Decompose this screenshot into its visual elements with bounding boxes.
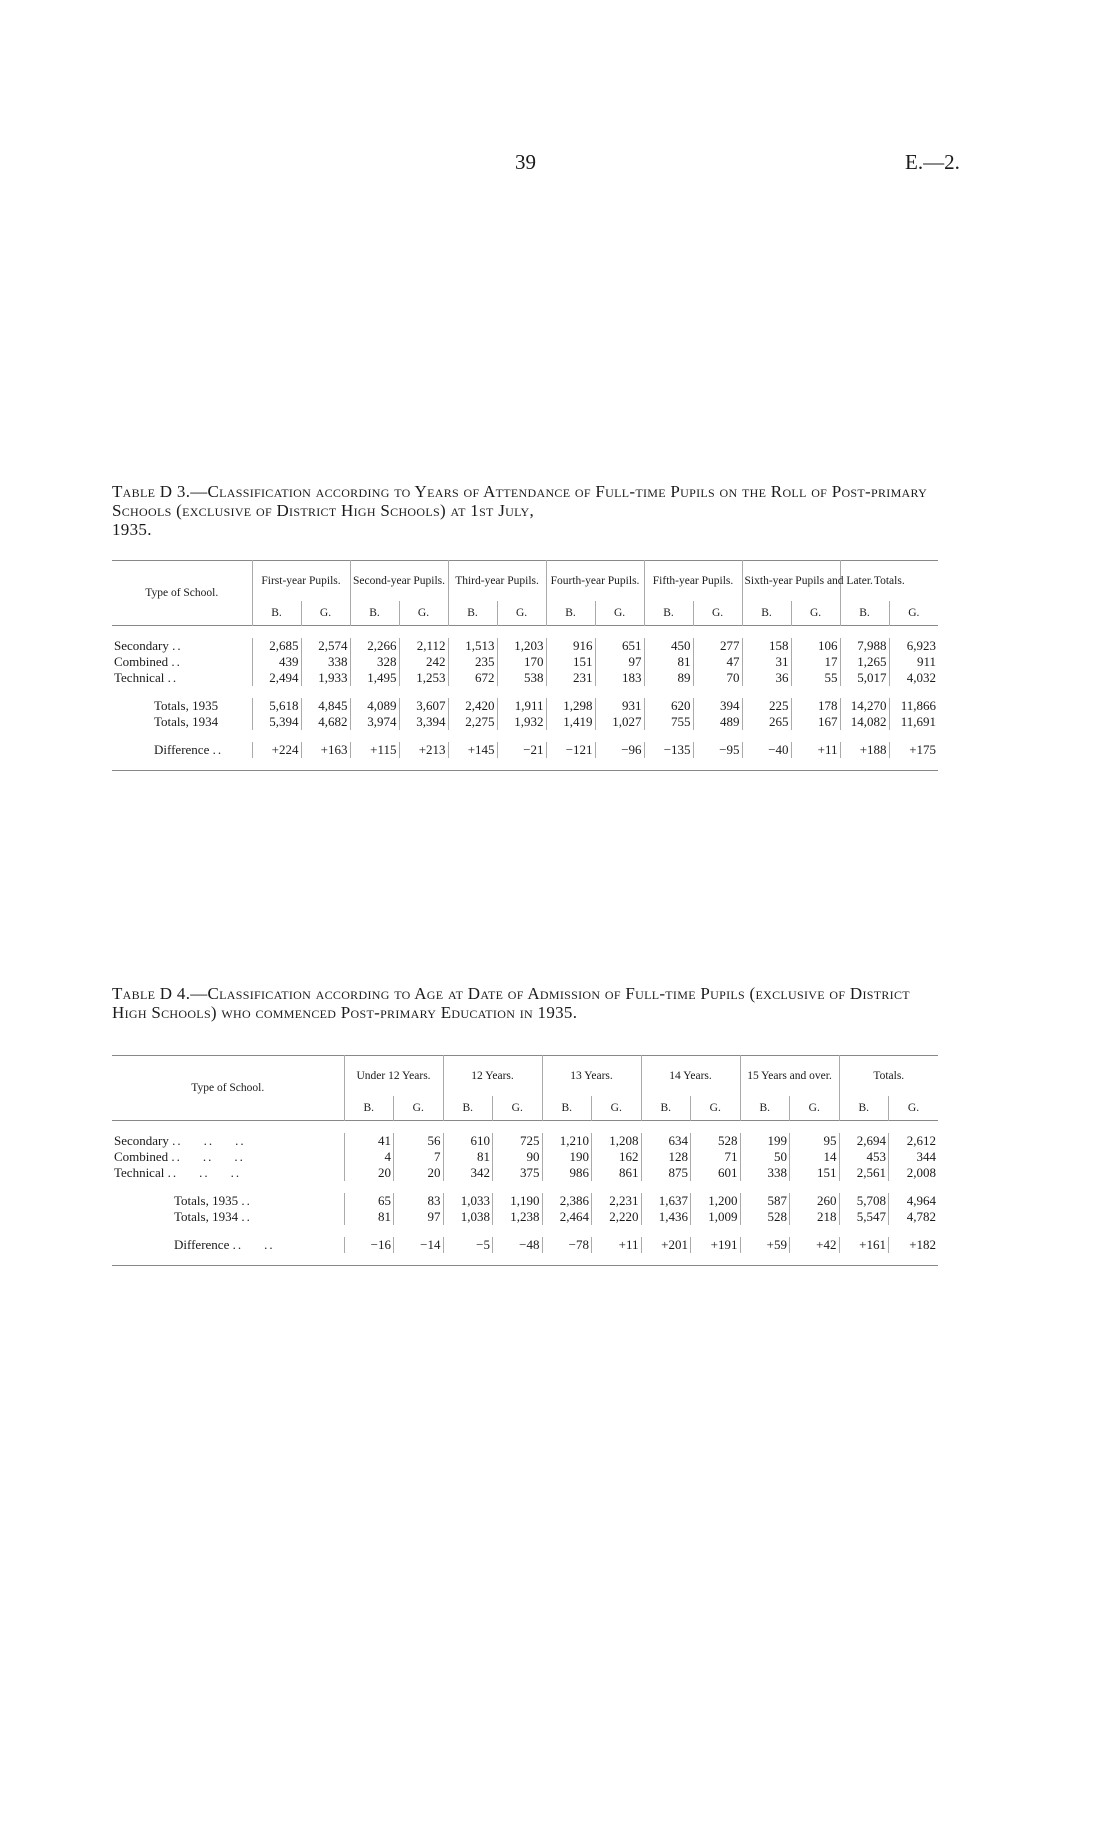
table3-row-name: Technical bbox=[114, 670, 165, 685]
table3-cell: 97 bbox=[595, 654, 644, 670]
table4-cell: +182 bbox=[889, 1237, 939, 1253]
table3-row bbox=[112, 698, 938, 714]
table4-type-header: Type of School. bbox=[191, 1082, 265, 1094]
table3-row-label bbox=[112, 742, 252, 758]
table4-cell: 81 bbox=[344, 1209, 394, 1225]
table4-cell: −78 bbox=[542, 1237, 592, 1253]
table3-cell: 1,298 bbox=[546, 698, 595, 714]
table4-cell: 2,561 bbox=[839, 1165, 889, 1181]
table4-cell: 162 bbox=[592, 1149, 642, 1165]
table3-row-name: Totals, 1935 bbox=[154, 698, 219, 713]
table3-group-header: Fourth-year Pupils. bbox=[546, 561, 644, 602]
table3-group-header: Totals. bbox=[840, 561, 938, 602]
table4-cell: 601 bbox=[691, 1165, 741, 1181]
table3-row bbox=[112, 742, 938, 758]
table4 bbox=[112, 1055, 938, 1266]
table3-row-dots: .. bbox=[171, 654, 182, 669]
table4-cell: 190 bbox=[542, 1149, 592, 1165]
table4-group-header: 14 Years. bbox=[641, 1056, 740, 1097]
table3-row-dots: .. bbox=[167, 670, 179, 685]
table4-cell: +161 bbox=[839, 1237, 889, 1253]
table3-cell: 3,394 bbox=[399, 714, 448, 730]
table3-cell: 1,495 bbox=[350, 670, 399, 686]
table3-group-header: Third-year Pupils. bbox=[448, 561, 546, 602]
table4-cell: +59 bbox=[740, 1237, 790, 1253]
table3-cell: 1,253 bbox=[399, 670, 448, 686]
table4-row-name: Difference bbox=[174, 1237, 230, 1252]
table4-cell: 218 bbox=[790, 1209, 840, 1225]
table4-group-header: 12 Years. bbox=[443, 1056, 542, 1097]
table3-cell: 36 bbox=[742, 670, 791, 686]
table3-cell: 3,607 bbox=[399, 698, 448, 714]
table3-cell: 170 bbox=[497, 654, 546, 670]
table4-cell: 861 bbox=[592, 1165, 642, 1181]
table3-b-header: B. bbox=[742, 601, 791, 626]
table3-row-dots: .. bbox=[212, 742, 224, 757]
table3-type-header: Type of School. bbox=[145, 587, 219, 599]
table4-group-header: Totals. bbox=[839, 1056, 938, 1097]
table3-cell: 2,685 bbox=[252, 638, 301, 654]
table3-row-label bbox=[112, 670, 252, 686]
table3-cell: +11 bbox=[791, 742, 840, 758]
table4-cell: 41 bbox=[344, 1133, 394, 1149]
table4-cell: 875 bbox=[641, 1165, 691, 1181]
table4-row-dots: .. .. .. bbox=[172, 1133, 246, 1148]
table4-cell: 128 bbox=[641, 1149, 691, 1165]
table3-cell: 2,420 bbox=[448, 698, 497, 714]
table3-cell: 14,082 bbox=[840, 714, 889, 730]
table4-cell: 1,436 bbox=[641, 1209, 691, 1225]
table4-cell: 90 bbox=[493, 1149, 543, 1165]
table4-cell: −5 bbox=[443, 1237, 493, 1253]
table4-cell: 14 bbox=[790, 1149, 840, 1165]
table4-cell: 1,238 bbox=[493, 1209, 543, 1225]
table4-cell: 1,210 bbox=[542, 1133, 592, 1149]
table4-cell: 725 bbox=[493, 1133, 543, 1149]
table3-group-header: Second-year Pupils. bbox=[350, 561, 448, 602]
table4-row-label bbox=[112, 1237, 344, 1253]
table3-cell: 1,513 bbox=[448, 638, 497, 654]
table3-cell: +213 bbox=[399, 742, 448, 758]
table4-caption bbox=[112, 984, 938, 1022]
table4-caption-main: Table D 4.—Classification according to Age at Date of Admission of Full-time Pupils (exclusive of District High Schools) who commenced Post-primary Education in 1935. bbox=[112, 984, 910, 1022]
table4-b-header: B. bbox=[344, 1096, 394, 1121]
table3-cell: 6,923 bbox=[889, 638, 938, 654]
table4-row-label bbox=[112, 1209, 344, 1225]
table3-cell: 672 bbox=[448, 670, 497, 686]
table4-cell: 1,208 bbox=[592, 1133, 642, 1149]
table4-row bbox=[112, 1133, 938, 1149]
table3-b-header: B. bbox=[840, 601, 889, 626]
table3-cell: −40 bbox=[742, 742, 791, 758]
table3-row bbox=[112, 714, 938, 730]
table3-row-dots: .. bbox=[172, 638, 183, 653]
table4-row-name: Technical bbox=[114, 1165, 165, 1180]
table3-cell: 1,911 bbox=[497, 698, 546, 714]
table3-row-name: Combined bbox=[114, 654, 169, 669]
table4-cell: 2,220 bbox=[592, 1209, 642, 1225]
table3-cell: 167 bbox=[791, 714, 840, 730]
table3-caption bbox=[112, 482, 938, 539]
table3-cell: −135 bbox=[644, 742, 693, 758]
table3 bbox=[112, 560, 938, 771]
table3-g-header: G. bbox=[301, 601, 350, 626]
table3-cell: +115 bbox=[350, 742, 399, 758]
table3-cell: 11,866 bbox=[889, 698, 938, 714]
table3-cell: 931 bbox=[595, 698, 644, 714]
table4-row-dots: .. .. bbox=[232, 1237, 275, 1252]
table4-cell: 7 bbox=[394, 1149, 444, 1165]
table4-cell: 338 bbox=[740, 1165, 790, 1181]
table3-cell: 916 bbox=[546, 638, 595, 654]
table4-cell: 342 bbox=[443, 1165, 493, 1181]
table3-cell: 1,027 bbox=[595, 714, 644, 730]
table3-cell: 538 bbox=[497, 670, 546, 686]
table4-cell: 986 bbox=[542, 1165, 592, 1181]
table4-cell: 56 bbox=[394, 1133, 444, 1149]
table4-group-header: 13 Years. bbox=[542, 1056, 641, 1097]
table3-cell: +175 bbox=[889, 742, 938, 758]
table3-cell: 183 bbox=[595, 670, 644, 686]
table3-row-label bbox=[112, 714, 252, 730]
table4-cell: 1,200 bbox=[691, 1193, 741, 1209]
table4-cell: +191 bbox=[691, 1237, 741, 1253]
table4-row bbox=[112, 1165, 938, 1181]
table4-cell: 2,386 bbox=[542, 1193, 592, 1209]
table3-b-header: B. bbox=[448, 601, 497, 626]
table3-cell: 158 bbox=[742, 638, 791, 654]
table3-cell: 1,932 bbox=[497, 714, 546, 730]
table4-g-header: G. bbox=[592, 1096, 642, 1121]
table3-cell: 31 bbox=[742, 654, 791, 670]
table4-cell: 97 bbox=[394, 1209, 444, 1225]
table3-row-name: Difference bbox=[154, 742, 210, 757]
table4-b-header: B. bbox=[443, 1096, 493, 1121]
table3-row bbox=[112, 654, 938, 670]
table3-cell: 439 bbox=[252, 654, 301, 670]
table4-row-name: Totals, 1934 bbox=[174, 1209, 239, 1224]
table4-cell: 151 bbox=[790, 1165, 840, 1181]
table3-cell: 55 bbox=[791, 670, 840, 686]
table4-cell: 260 bbox=[790, 1193, 840, 1209]
table4-cell: 2,464 bbox=[542, 1209, 592, 1225]
table4-b-header: B. bbox=[839, 1096, 889, 1121]
table3-row-label bbox=[112, 638, 252, 654]
table4-row-dots: .. .. .. bbox=[167, 1165, 242, 1180]
table3-cell: 11,691 bbox=[889, 714, 938, 730]
table3-cell: 277 bbox=[693, 638, 742, 654]
table4-cell: 65 bbox=[344, 1193, 394, 1209]
table3-row-label bbox=[112, 654, 252, 670]
table3-cell: +188 bbox=[840, 742, 889, 758]
page-number: 39 bbox=[515, 150, 536, 174]
table4-row-label bbox=[112, 1193, 344, 1209]
table4-cell: 2,231 bbox=[592, 1193, 642, 1209]
table3-b-header: B. bbox=[644, 601, 693, 626]
table4-row-dots: .. bbox=[241, 1209, 252, 1224]
table3-cell: 1,419 bbox=[546, 714, 595, 730]
table3-cell: −121 bbox=[546, 742, 595, 758]
table3-cell: 651 bbox=[595, 638, 644, 654]
page-code: E.—2. bbox=[905, 150, 960, 174]
table3-cell: 17 bbox=[791, 654, 840, 670]
table4-cell: 453 bbox=[839, 1149, 889, 1165]
table3-row bbox=[112, 638, 938, 654]
table3-cell: 70 bbox=[693, 670, 742, 686]
table3-cell: 394 bbox=[693, 698, 742, 714]
table3-group-header: Sixth-year Pupils and Later. bbox=[742, 561, 840, 602]
table3-cell: 450 bbox=[644, 638, 693, 654]
table3-b-header: B. bbox=[350, 601, 399, 626]
table4-cell: 2,612 bbox=[889, 1133, 939, 1149]
table4-group-header: Under 12 Years. bbox=[344, 1056, 443, 1097]
table4-cell: 5,547 bbox=[839, 1209, 889, 1225]
table4-cell: 1,033 bbox=[443, 1193, 493, 1209]
table3-row-label bbox=[112, 698, 252, 714]
table3-row-name: Totals, 1934 bbox=[154, 714, 219, 729]
table4-cell: 610 bbox=[443, 1133, 493, 1149]
table4-cell: 5,708 bbox=[839, 1193, 889, 1209]
table3-cell: 5,394 bbox=[252, 714, 301, 730]
table4-row bbox=[112, 1209, 938, 1225]
table3-cell: 2,275 bbox=[448, 714, 497, 730]
table4-cell: 71 bbox=[691, 1149, 741, 1165]
table3-cell: 89 bbox=[644, 670, 693, 686]
table3-cell: 755 bbox=[644, 714, 693, 730]
table3-cell: 4,089 bbox=[350, 698, 399, 714]
table4-row bbox=[112, 1193, 938, 1209]
table4-cell: +201 bbox=[641, 1237, 691, 1253]
table3-cell: −21 bbox=[497, 742, 546, 758]
table4-cell: 2,694 bbox=[839, 1133, 889, 1149]
table3-cell: 328 bbox=[350, 654, 399, 670]
table3-caption-year: 1935. bbox=[112, 520, 152, 539]
table3-cell: 235 bbox=[448, 654, 497, 670]
table4-g-header: G. bbox=[790, 1096, 840, 1121]
table3-g-header: G. bbox=[791, 601, 840, 626]
table3-cell: 1,933 bbox=[301, 670, 350, 686]
table3-cell: 5,618 bbox=[252, 698, 301, 714]
table3-cell: 1,203 bbox=[497, 638, 546, 654]
table4-row-name: Totals, 1935 bbox=[174, 1193, 239, 1208]
table4-cell: 587 bbox=[740, 1193, 790, 1209]
table3-cell: 106 bbox=[791, 638, 840, 654]
table3-cell: 2,494 bbox=[252, 670, 301, 686]
table3-cell: 489 bbox=[693, 714, 742, 730]
table4-g-header: G. bbox=[889, 1096, 939, 1121]
table4-cell: 199 bbox=[740, 1133, 790, 1149]
table4-cell: 1,038 bbox=[443, 1209, 493, 1225]
table3-cell: 338 bbox=[301, 654, 350, 670]
table4-cell: 1,637 bbox=[641, 1193, 691, 1209]
table3-cell: −95 bbox=[693, 742, 742, 758]
table3-cell: 225 bbox=[742, 698, 791, 714]
table4-cell: 1,190 bbox=[493, 1193, 543, 1209]
table3-cell: 151 bbox=[546, 654, 595, 670]
table4-row-label bbox=[112, 1133, 344, 1149]
table4-g-header: G. bbox=[394, 1096, 444, 1121]
table4-cell: 20 bbox=[344, 1165, 394, 1181]
table4-cell: 528 bbox=[691, 1133, 741, 1149]
table3-cell: 7,988 bbox=[840, 638, 889, 654]
table3-cell: +145 bbox=[448, 742, 497, 758]
table3-cell: 47 bbox=[693, 654, 742, 670]
table3-cell: 2,574 bbox=[301, 638, 350, 654]
table3-cell: 4,682 bbox=[301, 714, 350, 730]
table4-cell: 95 bbox=[790, 1133, 840, 1149]
table4-cell: +11 bbox=[592, 1237, 642, 1253]
table3-cell: 2,112 bbox=[399, 638, 448, 654]
table3-cell: 3,974 bbox=[350, 714, 399, 730]
table4-cell: 4,782 bbox=[889, 1209, 939, 1225]
table3-caption-main: Table D 3.—Classification according to Years of Attendance of Full-time Pupils on the Roll of Post-primary Schools (exclusive of District High Schools) at 1st July, bbox=[112, 482, 928, 520]
table4-row bbox=[112, 1149, 938, 1165]
table3-b-header: B. bbox=[252, 601, 301, 626]
table3-group-header: Fifth-year Pupils. bbox=[644, 561, 742, 602]
table3-cell: 620 bbox=[644, 698, 693, 714]
table3-cell: 265 bbox=[742, 714, 791, 730]
table4-cell: 1,009 bbox=[691, 1209, 741, 1225]
table4-cell: 375 bbox=[493, 1165, 543, 1181]
table4-cell: 2,008 bbox=[889, 1165, 939, 1181]
table3-row-name: Secondary bbox=[114, 638, 169, 653]
table3-cell: 242 bbox=[399, 654, 448, 670]
table4-b-header: B. bbox=[641, 1096, 691, 1121]
table4-cell: 4 bbox=[344, 1149, 394, 1165]
table3-cell: 2,266 bbox=[350, 638, 399, 654]
table4-group-header: 15 Years and over. bbox=[740, 1056, 839, 1097]
table4-row-name: Combined bbox=[114, 1149, 169, 1164]
table4-cell: 83 bbox=[394, 1193, 444, 1209]
table4-cell: 4,964 bbox=[889, 1193, 939, 1209]
table4-row-dots: .. .. .. bbox=[171, 1149, 245, 1164]
table3-cell: 4,845 bbox=[301, 698, 350, 714]
table3-cell: +224 bbox=[252, 742, 301, 758]
table4-grid bbox=[112, 1055, 938, 1266]
table3-g-header: G. bbox=[889, 601, 938, 626]
table4-row-name: Secondary bbox=[114, 1133, 169, 1148]
table3-cell: 4,032 bbox=[889, 670, 938, 686]
table4-g-header: G. bbox=[493, 1096, 543, 1121]
table3-g-header: G. bbox=[497, 601, 546, 626]
table4-cell: +42 bbox=[790, 1237, 840, 1253]
table4-row-dots: .. bbox=[241, 1193, 252, 1208]
table4-g-header: G. bbox=[691, 1096, 741, 1121]
table3-cell: 178 bbox=[791, 698, 840, 714]
table3-cell: −96 bbox=[595, 742, 644, 758]
table4-cell: 50 bbox=[740, 1149, 790, 1165]
table4-cell: 528 bbox=[740, 1209, 790, 1225]
table4-cell: 81 bbox=[443, 1149, 493, 1165]
table4-cell: −48 bbox=[493, 1237, 543, 1253]
table4-cell: 20 bbox=[394, 1165, 444, 1181]
table4-row-label bbox=[112, 1165, 344, 1181]
table4-row bbox=[112, 1237, 938, 1253]
table3-g-header: G. bbox=[693, 601, 742, 626]
table4-cell: −16 bbox=[344, 1237, 394, 1253]
table3-grid bbox=[112, 560, 938, 771]
table3-row bbox=[112, 670, 938, 686]
table3-g-header: G. bbox=[399, 601, 448, 626]
table3-cell: +163 bbox=[301, 742, 350, 758]
table4-cell: 634 bbox=[641, 1133, 691, 1149]
table4-b-header: B. bbox=[740, 1096, 790, 1121]
table3-g-header: G. bbox=[595, 601, 644, 626]
table4-row-label bbox=[112, 1149, 344, 1165]
table3-group-header: First-year Pupils. bbox=[252, 561, 350, 602]
table3-cell: 5,017 bbox=[840, 670, 889, 686]
table4-cell: 344 bbox=[889, 1149, 939, 1165]
table3-cell: 81 bbox=[644, 654, 693, 670]
table3-cell: 911 bbox=[889, 654, 938, 670]
table3-cell: 14,270 bbox=[840, 698, 889, 714]
table4-b-header: B. bbox=[542, 1096, 592, 1121]
table4-cell: −14 bbox=[394, 1237, 444, 1253]
table3-cell: 231 bbox=[546, 670, 595, 686]
table3-b-header: B. bbox=[546, 601, 595, 626]
table3-cell: 1,265 bbox=[840, 654, 889, 670]
